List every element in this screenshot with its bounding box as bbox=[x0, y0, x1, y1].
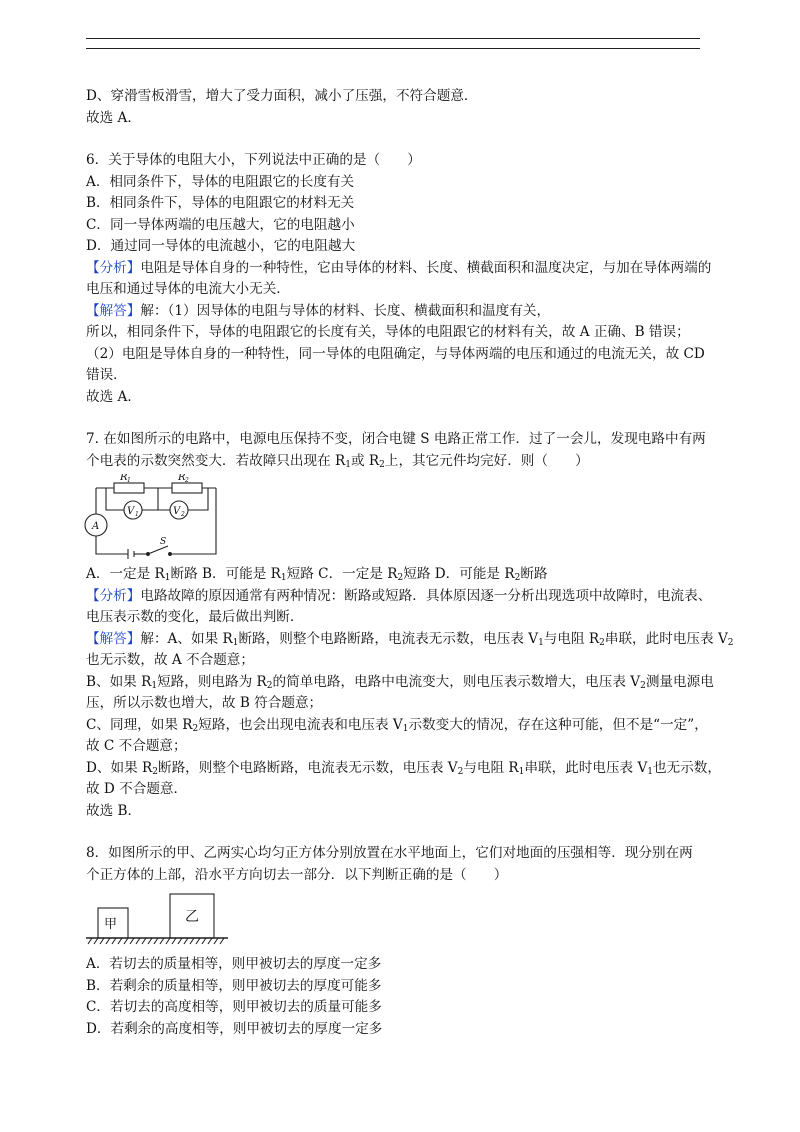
answer-tag: 【解答】 bbox=[86, 302, 141, 319]
circuit-diagram-svg bbox=[84, 474, 224, 560]
q7-stem-line2: 个电表的示数突然变大．若故障只出现在 $R_1$或 $R_2$上，其它元件均完好．则（ ） bbox=[86, 452, 589, 470]
q6-answer-line3: （2）电阻是导体自身的一种特性，同一导体的电阻确定，与导体两端的电压和通过的电流无关，故 CD bbox=[86, 345, 705, 362]
q6-answer-line4: 错误． bbox=[86, 367, 127, 383]
v2-label: V bbox=[173, 506, 181, 517]
r2-label-sub: 2 bbox=[185, 477, 189, 484]
ground-hatching bbox=[88, 938, 224, 944]
q7-analysis-line2: 电压表示数的变化，最后做出判断． bbox=[86, 609, 304, 625]
v2-label-sub: 2 bbox=[181, 511, 185, 518]
q6-option-a: A．相同条件下，导体的电阻跟它的长度有关 bbox=[86, 173, 355, 190]
q8-option-c: C．若切去的高度相等，则甲被切去的质量可能多 bbox=[86, 999, 382, 1015]
answer-tag: 【解答】 bbox=[86, 630, 141, 647]
q7-answer-a-line2: 也无示数，故 A 不合题意； bbox=[86, 652, 254, 668]
q6-answer-text: 解：（1）因导体的电阻与导体的材料、长度、横截面积和温度有关， bbox=[140, 302, 551, 319]
q7-circuit-diagram bbox=[86, 474, 702, 560]
q7-options: A．一定是 $R_1$断路 B．可能是 $R_1$短路 C．一定是 $R_2$短路 D．可能是 $R_2$断路 bbox=[86, 566, 548, 583]
q7-conclusion: 故选 B． bbox=[86, 802, 142, 819]
q6-answer-line1 bbox=[86, 301, 702, 323]
q6-analysis-line1 bbox=[86, 258, 712, 280]
cube-jia-label: 甲 bbox=[104, 917, 118, 932]
q6-conclusion: 故选 A． bbox=[86, 388, 141, 405]
q5-option-d-explanation: D、穿滑雪板滑雪，增大了受力面积，减小了压强，不符合题意． bbox=[86, 88, 478, 104]
q7-answer-a-line1: 【解答】解：A、如果 $R_1$断路，则整个电路断路，电流表无示数，电压表 $V_1$与电阻 $R_2$串联，此时电压表 $V_2$ bbox=[86, 630, 734, 648]
header-rule-bottom bbox=[86, 48, 700, 49]
q8-cubes-diagram bbox=[86, 888, 702, 950]
ammeter-label: A bbox=[92, 521, 100, 532]
q7-answer-b-line1: B、如果 $R_1$短路，则电路为 $R_2$的简单电路，电路中电流变大，则电压表示数增大，电压表 $V_2$测量电源电 bbox=[86, 673, 714, 691]
q8-option-d: D．若剩余的高度相等，则甲被切去的厚度一定多 bbox=[86, 1020, 383, 1037]
q7-answer-d-line1: D、如果 $R_2$断路，则整个电路断路，电流表无示数，电压表 $V_2$与电阻 $R_1$串联，此时电压表 $V_1$也无示数， bbox=[86, 759, 721, 777]
cube-yi-label: 乙 bbox=[185, 909, 199, 925]
q7-answer-d-line2: 故 D 不合题意． bbox=[86, 781, 188, 797]
analysis-tag: 【分析】 bbox=[86, 259, 141, 276]
r2-label: R bbox=[178, 474, 186, 483]
q7-analysis-line1: 【分析】电路故障的原因通常有两种情况：断路或短路．具体原因逐一分析出现选项中故障时，电流表、 bbox=[86, 587, 712, 604]
cubes-diagram-svg bbox=[82, 890, 232, 952]
switch-label: S bbox=[160, 537, 167, 547]
header-rule-top bbox=[86, 38, 700, 39]
q7-answer-c-line2: 故 C 不合题意； bbox=[86, 738, 187, 754]
q6-analysis-line2: 电压和通过导体的电流大小无关． bbox=[86, 281, 290, 297]
q6-option-b: B．相同条件下，导体的电阻跟它的材料无关 bbox=[86, 195, 355, 211]
q7-answer-b-line2: 压，所以示数也增大，故 B 符合题意； bbox=[86, 695, 323, 711]
q8-option-a: A．若切去的质量相等，则甲被切去的厚度一定多 bbox=[86, 956, 382, 972]
q6-option-c: C．同一导体两端的电压越大，它的电阻越小 bbox=[86, 216, 355, 233]
q7-answer-c-line1: C、同理，如果 $R_2$短路，也会出现电流表和电压表 $V_1$示数变大的情况，存在这种可能，但不是“一定”， bbox=[86, 716, 708, 734]
q8-stem-line1: 8．如图所示的甲、乙两实心均匀正方体分别放置在水平地面上，它们对地面的压强相等．现分别在两 bbox=[86, 845, 693, 861]
q8-stem-line2: 个正方体的上部，沿水平方向切去一部分．以下判断正确的是（ ） bbox=[86, 866, 508, 883]
r1-label-sub: 1 bbox=[127, 477, 131, 484]
analysis-tag: 【分析】 bbox=[86, 587, 141, 604]
q7-stem-line1: 7. 在如图所示的电路中，电源电压保持不变，闭合电键 S 电路正常工作．过了一会儿，发现电路中有两 bbox=[86, 431, 706, 447]
v1-label: V bbox=[127, 506, 135, 517]
q6-analysis-text: 电阻是导体自身的一种特性，它由导体的材料、长度、横截面积和温度决定，与加在导体两端的 bbox=[140, 259, 712, 276]
q8-option-b: B．若剩余的质量相等，则甲被切去的厚度可能多 bbox=[86, 977, 382, 994]
page-content bbox=[86, 86, 734, 1040]
q6-stem: 6．关于导体的电阻大小，下列说法中正确的是（ ） bbox=[86, 152, 421, 168]
q6-option-d: D．通过同一导体的电流越小，它的电阻越大 bbox=[86, 238, 356, 254]
r1-label: R bbox=[120, 474, 128, 483]
q5-conclusion: 故选 A． bbox=[86, 109, 141, 126]
v1-label-sub: 1 bbox=[135, 511, 139, 518]
q6-answer-line2: 所以，相同条件下，导体的电阻跟它的长度有关，导体的电阻跟它的材料有关，故 A 正确、B 错误； bbox=[86, 324, 690, 340]
